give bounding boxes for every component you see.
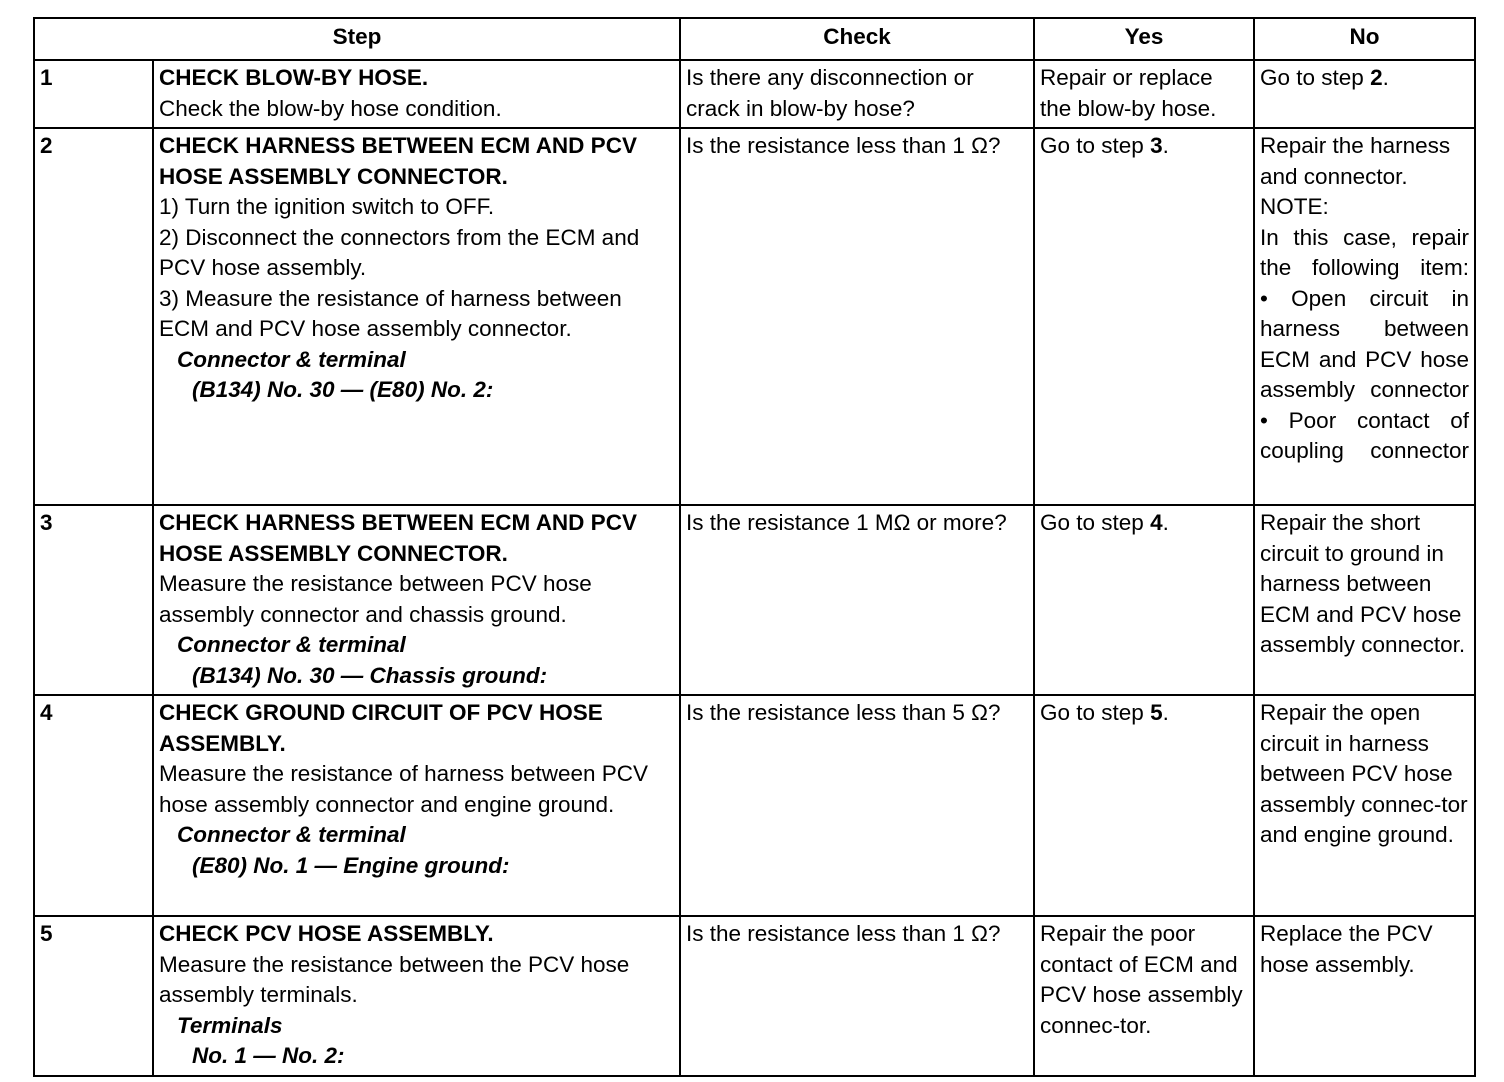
step-title: CHECK HARNESS BETWEEN ECM AND PCV HOSE ASSEMBLY CONNECTOR. <box>159 510 637 566</box>
connector-label: Connector & terminal <box>177 822 406 847</box>
connector-value: (B134) No. 30 — (E80) No. 2: <box>192 377 494 402</box>
connector-value: (B134) No. 30 — Chassis ground: <box>192 662 548 688</box>
table-row <box>34 505 1475 695</box>
step-number: 2 <box>34 128 153 505</box>
yes-cell <box>1034 128 1254 505</box>
yes-prefix: Go to step <box>1040 133 1151 158</box>
yes-prefix: Go to step <box>1040 700 1151 725</box>
check-cell: Is there any disconnection or crack in blow-by hose? <box>680 60 1034 128</box>
table-row <box>34 695 1475 916</box>
yes-suffix: . <box>1162 510 1169 535</box>
step-title: CHECK GROUND CIRCUIT OF PCV HOSE ASSEMBLY. <box>159 700 603 756</box>
yes-cell <box>1034 505 1254 695</box>
no-prefix: Go to step <box>1260 65 1371 90</box>
no-cell: Repair the short circuit to ground in harness between ECM and PCV hose assembly connector. <box>1254 505 1475 695</box>
no-step-ref: 2 <box>1370 65 1383 90</box>
no-text: In this case, repair the following item: <box>1260 224 1470 280</box>
step-number: 1 <box>34 60 153 128</box>
step-cell <box>153 128 680 505</box>
step-cell <box>153 916 680 1076</box>
step-cell <box>153 505 680 695</box>
terminals-value: No. 1 — No. 2: <box>192 1043 345 1068</box>
diagnosis-table <box>33 17 1476 1077</box>
step-desc: Measure the resistance between PCV hose assembly connector and chassis ground. <box>159 571 592 627</box>
yes-cell: Repair the poor contact of ECM and PCV hose assembly connec-tor. <box>1034 916 1254 1076</box>
no-suffix: . <box>1382 65 1389 90</box>
yes-cell: Repair or replace the blow-by hose. <box>1034 60 1254 128</box>
no-cell: Repair the open circuit in harness between PCV hose assembly connec-tor and engine ground. <box>1254 695 1475 916</box>
step-desc: Measure the resistance between the PCV hose assembly terminals. <box>159 951 630 1007</box>
step-desc: Check the blow-by hose condition. <box>159 95 502 121</box>
yes-cell <box>1034 695 1254 916</box>
step-number: 5 <box>34 916 153 1076</box>
yes-step-ref: 4 <box>1150 510 1163 535</box>
no-bullet: • Poor contact of coupling connector <box>1260 407 1470 463</box>
table-row <box>34 916 1475 1076</box>
check-cell: Is the resistance less than 1 Ω? <box>680 128 1034 505</box>
step-title: CHECK BLOW-BY HOSE. <box>159 65 429 90</box>
no-text: Repair the harness and connector. <box>1260 133 1451 189</box>
check-cell: Is the resistance 1 MΩ or more? <box>680 505 1034 695</box>
table-row <box>34 128 1475 505</box>
no-cell <box>1254 128 1475 505</box>
connector-label: Connector & terminal <box>177 346 406 372</box>
header-check: Check <box>680 18 1034 60</box>
table-row <box>34 60 1475 128</box>
note-label: NOTE: <box>1260 194 1329 219</box>
no-bullet: • Open circuit in harness between ECM and PCV hose assembly connector <box>1260 285 1470 402</box>
yes-suffix: . <box>1162 700 1169 725</box>
step-number: 4 <box>34 695 153 916</box>
step-cell <box>153 60 680 128</box>
no-cell <box>1254 60 1475 128</box>
header-step: Step <box>34 18 680 60</box>
step-desc: 3) Measure the resistance of harness between ECM and PCV hose assembly connector. <box>159 285 622 341</box>
check-cell: Is the resistance less than 5 Ω? <box>680 695 1034 916</box>
no-cell: Replace the PCV hose assembly. <box>1254 916 1475 1076</box>
step-cell <box>153 695 680 916</box>
connector-value: (E80) No. 1 — Engine ground: <box>192 852 510 878</box>
connector-label: Connector & terminal <box>177 632 406 657</box>
step-title: CHECK PCV HOSE ASSEMBLY. <box>159 921 494 946</box>
yes-step-ref: 3 <box>1150 133 1163 158</box>
step-desc: Measure the resistance of harness between PCV hose assembly connector and engine ground. <box>159 761 649 817</box>
yes-suffix: . <box>1162 133 1169 158</box>
step-number: 3 <box>34 505 153 695</box>
yes-prefix: Go to step <box>1040 510 1151 535</box>
header-row <box>34 18 1475 60</box>
yes-step-ref: 5 <box>1150 700 1163 725</box>
header-no: No <box>1254 18 1475 60</box>
step-title: CHECK HARNESS BETWEEN ECM AND PCV HOSE ASSEMBLY CONNECTOR. <box>159 133 637 189</box>
step-desc: 1) Turn the ignition switch to OFF. <box>159 194 495 219</box>
check-cell: Is the resistance less than 1 Ω? <box>680 916 1034 1076</box>
header-yes: Yes <box>1034 18 1254 60</box>
step-desc: 2) Disconnect the connectors from the ECM and PCV hose assembly. <box>159 224 640 280</box>
terminals-label: Terminals <box>177 1012 283 1038</box>
